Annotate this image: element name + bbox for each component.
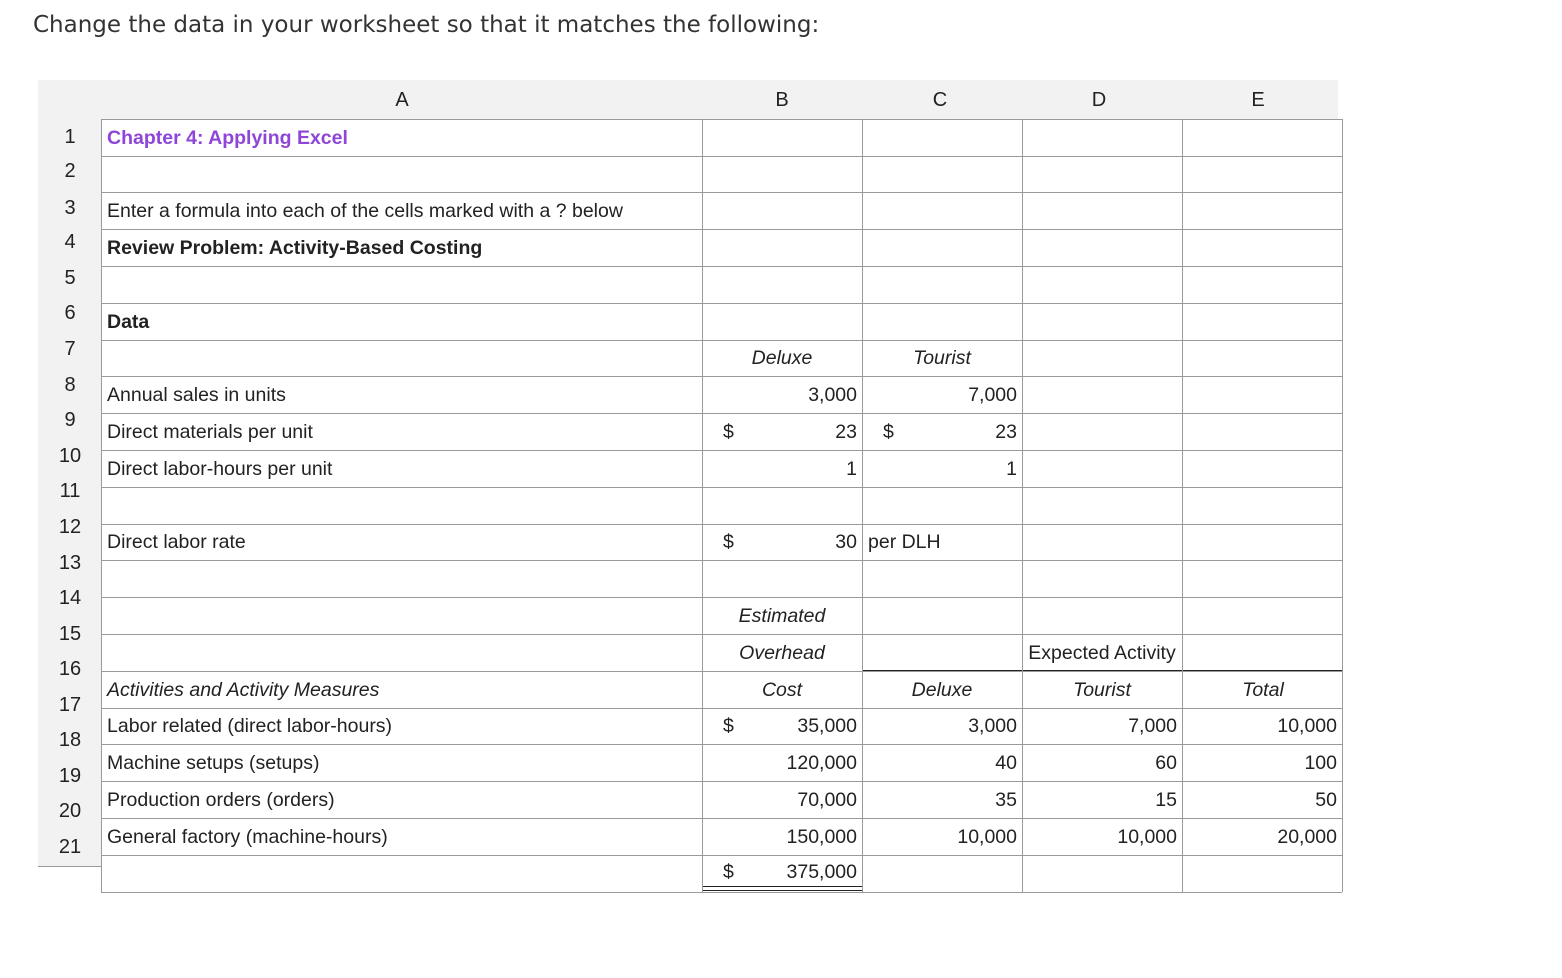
dollar-sign: $: [723, 531, 734, 553]
sheet-title[interactable]: Chapter 4: Applying Excel: [107, 127, 348, 149]
cell-e17[interactable]: 10,000: [1277, 715, 1337, 737]
grid-line: [101, 892, 1342, 893]
cell-e19[interactable]: 50: [1315, 789, 1337, 811]
cell-b19[interactable]: 70,000: [797, 789, 857, 811]
cell-b20[interactable]: 150,000: [786, 826, 857, 848]
column-header-e[interactable]: E: [1251, 89, 1265, 111]
grid-line: [1022, 119, 1023, 892]
column-header-a[interactable]: A: [395, 89, 409, 111]
cell-a12[interactable]: Direct labor rate: [107, 531, 246, 553]
row-header[interactable]: 3: [64, 197, 76, 219]
cell-d16[interactable]: Tourist: [1073, 679, 1131, 701]
cell-b7[interactable]: Deluxe: [751, 347, 813, 369]
row-header[interactable]: 18: [58, 729, 82, 751]
cell-b18[interactable]: 120,000: [786, 752, 857, 774]
dollar-sign: $: [723, 715, 734, 737]
cell-e18[interactable]: 100: [1304, 752, 1337, 774]
grid-line: [1182, 119, 1183, 892]
cell-a17[interactable]: Labor related (direct labor-hours): [107, 715, 393, 737]
cell-b17[interactable]: 35,000: [797, 715, 857, 737]
row-header[interactable]: 8: [64, 374, 76, 396]
grid-line: [101, 781, 1342, 782]
grid-line: [101, 708, 1342, 709]
cell-a18[interactable]: Machine setups (setups): [107, 752, 320, 774]
cell-c7[interactable]: Tourist: [913, 347, 971, 369]
grid-line: [101, 597, 1342, 598]
cell-c10[interactable]: 1: [1006, 458, 1017, 480]
row-header[interactable]: 13: [58, 552, 82, 574]
row-header[interactable]: 16: [58, 658, 82, 680]
column-header-c[interactable]: C: [932, 89, 948, 111]
row-header[interactable]: 21: [58, 836, 82, 858]
column-header-b[interactable]: B: [775, 89, 789, 111]
row-header[interactable]: 19: [58, 765, 82, 787]
cell-d18[interactable]: 60: [1155, 752, 1177, 774]
instruction-text: Change the data in your worksheet so that it matches the following:: [33, 12, 820, 38]
row-header[interactable]: 2: [64, 160, 76, 182]
cell-d17[interactable]: 7,000: [1128, 715, 1177, 737]
grid-line: [101, 671, 1342, 672]
cell-c8[interactable]: 7,000: [968, 384, 1017, 406]
cell-d19[interactable]: 15: [1155, 789, 1177, 811]
cell-b10[interactable]: 1: [846, 458, 857, 480]
expected-activity-header[interactable]: Expected Activity: [1028, 642, 1176, 664]
cell-e20[interactable]: 20,000: [1277, 826, 1337, 848]
cell-a3[interactable]: Enter a formula into each of the cells marked with a ? below: [107, 200, 623, 222]
dollar-sign: $: [723, 421, 734, 443]
total-underline: [702, 886, 862, 887]
grid-line: [101, 376, 1342, 377]
cell-a20[interactable]: General factory (machine-hours): [107, 826, 388, 848]
cell-c20[interactable]: 10,000: [957, 826, 1017, 848]
grid-line: [101, 524, 1342, 525]
column-header-d[interactable]: D: [1091, 89, 1107, 111]
dollar-sign: $: [883, 421, 894, 443]
row-header[interactable]: 14: [58, 587, 82, 609]
grid-line: [101, 229, 1342, 230]
grid-line: [101, 413, 1342, 414]
cell-b12[interactable]: 30: [835, 531, 857, 553]
cell-c9[interactable]: 23: [995, 421, 1017, 443]
cell-b21[interactable]: 375,000: [786, 861, 857, 883]
grid-line: [101, 192, 1342, 193]
row-header[interactable]: 12: [58, 516, 82, 538]
dollar-sign: $: [723, 861, 734, 883]
grid-line: [702, 119, 703, 892]
cell-a10[interactable]: Direct labor-hours per unit: [107, 458, 333, 480]
cell-a16[interactable]: Activities and Activity Measures: [107, 679, 380, 701]
grid-line: [101, 634, 1342, 635]
total-underline: [702, 890, 862, 891]
grid-line: [101, 560, 1342, 561]
row-header[interactable]: 6: [64, 302, 76, 324]
cell-c18[interactable]: 40: [995, 752, 1017, 774]
grid-line: [101, 156, 1342, 157]
cell-c16[interactable]: Deluxe: [911, 679, 973, 701]
grid-line: [101, 855, 1342, 856]
cell-e16[interactable]: Total: [1242, 679, 1284, 701]
grid-line: [101, 818, 1342, 819]
cell-b9[interactable]: 23: [835, 421, 857, 443]
grid-line: [101, 266, 1342, 267]
grid-line: [101, 487, 1342, 488]
grid-line: [101, 303, 1342, 304]
row-header[interactable]: 9: [64, 409, 76, 431]
cell-c12[interactable]: per DLH: [868, 531, 941, 553]
grid-line: [101, 340, 1342, 341]
section-heading[interactable]: Review Problem: Activity-Based Costing: [107, 237, 483, 259]
grid-line: [101, 119, 1342, 120]
grid-line: [38, 866, 101, 867]
cell-a19[interactable]: Production orders (orders): [107, 789, 335, 811]
cell-c19[interactable]: 35: [995, 789, 1017, 811]
grid-line: [101, 450, 1342, 451]
row-header[interactable]: 17: [58, 694, 82, 716]
grid-line: [1342, 119, 1343, 892]
row-header[interactable]: 7: [64, 338, 76, 360]
cell-a9[interactable]: Direct materials per unit: [107, 421, 313, 443]
cell-b15[interactable]: Overhead: [739, 642, 825, 664]
cell-a8[interactable]: Annual sales in units: [107, 384, 286, 406]
row-header[interactable]: 1: [64, 126, 76, 148]
row-header[interactable]: 20: [58, 800, 82, 822]
grid-line: [862, 119, 863, 892]
row-header[interactable]: 15: [58, 623, 82, 645]
grid-line: [101, 744, 1342, 745]
cell-b14[interactable]: Estimated: [738, 605, 826, 627]
column-header-bar: [38, 80, 1338, 119]
cell-d20[interactable]: 10,000: [1117, 826, 1177, 848]
row-header[interactable]: 5: [64, 267, 76, 289]
cell-b16[interactable]: Cost: [761, 679, 803, 701]
row-header[interactable]: 10: [58, 445, 82, 467]
cell-c17[interactable]: 3,000: [968, 715, 1017, 737]
row-header[interactable]: 4: [64, 231, 76, 253]
cell-b8[interactable]: 3,000: [808, 384, 857, 406]
data-heading[interactable]: Data: [107, 311, 150, 333]
row-header[interactable]: 11: [59, 480, 81, 502]
